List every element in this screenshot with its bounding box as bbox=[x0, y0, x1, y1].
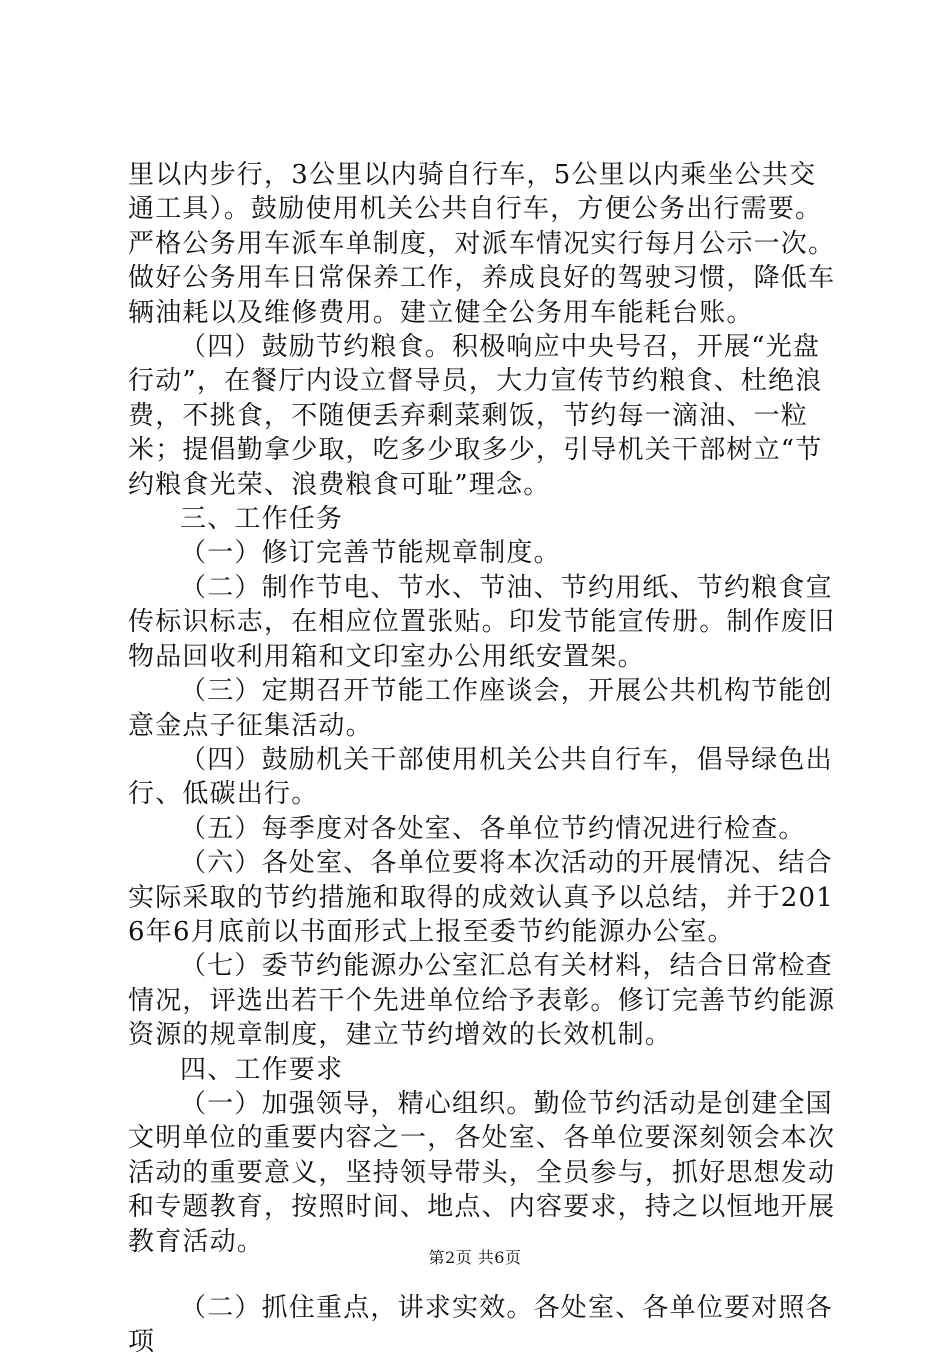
page-number-footer: 第2页 共6页 bbox=[428, 1248, 522, 1267]
paragraph-continuation: 里以内步行，3公里以内骑自行车，5公里以内乘坐公共交通工具）。鼓励使用机关公共自行车，方便公务出行需要。严格公务用车派车单制度，对派车情况实行每月公示一次。做好公务用车日常保养工作，养成良好的驾驶习惯，降低车辆油耗以及维修费用。建立健全公务用车能耗台账。 bbox=[128, 160, 836, 328]
section-heading-tasks: 三、工作任务 bbox=[180, 504, 344, 535]
task-item-6: （六）各处室、各单位要将本次活动的开展情况、结合实际采取的节约措施和取得的成效认真予以总结，并于2016年6月底前以书面形式上报至委节约能源办公室。 bbox=[128, 848, 835, 947]
task-item-7: （七）委节约能源办公室汇总有关材料，结合日常检查情况，评选出若干个先进单位给予表彰。修订完善节约能源资源的规章制度，建立节约增效的长效机制。 bbox=[128, 951, 836, 1051]
task-item-3: （三）定期召开节能工作座谈会，开展公共机构节能创意金点子征集活动。 bbox=[128, 676, 833, 741]
task-item-2: （二）制作节电、节水、节油、节约用纸、节约粮食宣传标识标志，在相应位置张贴。印发节能宣传册。制作废旧物品回收利用箱和文印室办公用纸安置架。 bbox=[128, 572, 836, 672]
task-item-1: （一）修订完善节能规章制度。 bbox=[180, 538, 561, 569]
task-item-4: （四）鼓励机关干部使用机关公共自行车，倡导绿色出行、低碳出行。 bbox=[128, 744, 833, 810]
section-heading-requirements: 四、工作要求 bbox=[180, 1054, 344, 1085]
paragraph-save-food: （四）鼓励节约粮食。积极响应中央号召，开展“光盘行动”，在餐厅内设立督导员，大力宣传节约粮食、杜绝浪费，不挑食，不随便丢弃剩菜剩饭，节约每一滴油、一粒米；提倡勤拿少取，吃多少取多少，引导机关干部树立“节约粮食光荣、浪费粮食可耻”理念。 bbox=[128, 332, 823, 500]
document-body bbox=[128, 158, 838, 1360]
requirement-item-2: （二）抓住重点，讲求实效。各处室、各单位要对照各项 bbox=[128, 1293, 833, 1358]
requirement-item-1: （一）加强领导，精心组织。勤俭节约活动是创建全国文明单位的重要内容之一，各处室、各单位要深刻领会本次活动的重要意义，坚持领导带头，全员参与，抓好思想发动和专题教育，按照时间、地点、内容要求，持之以恒地开展教育活动。 bbox=[128, 1088, 836, 1257]
task-item-5: （五）每季度对各处室、各单位节约情况进行检查。 bbox=[180, 813, 806, 844]
